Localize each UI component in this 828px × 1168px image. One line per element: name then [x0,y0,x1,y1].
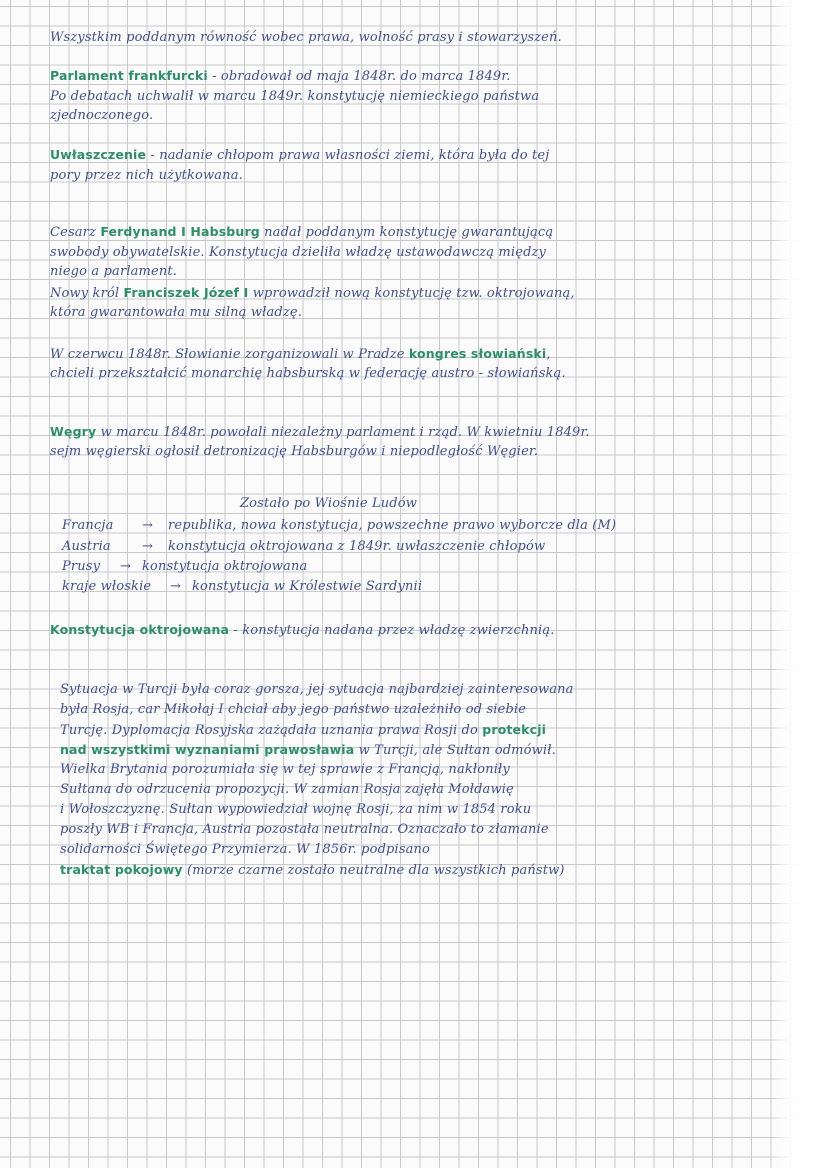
frankfurt-line-3: zjednoczonego. [50,108,154,123]
term-wegry: Węgry [50,424,97,439]
turcja-line-5: Wielka Brytania porozumiała się w tej sprawie z Francją, nakłoniły [60,762,510,777]
zostalo-heading: Zostało po Wiośnie Ludów [240,496,417,511]
turcja-line-7: i Wołoszczyznę. Sułtan wypowiedział wojnę Rosji, za nim w 1854 roku [60,802,532,817]
uwlaszczenie-line-2: pory przez nich użytkowana. [50,168,243,183]
turcja-text: w Turcji, ale Sułtan odmówił. [354,743,556,758]
turcja-text: (morze czarne zostało neutralne dla wszystkich państw) [182,863,565,878]
turcja-line-6: Sułtana do odrzucenia propozycji. W zamian Rosja zajęła Mołdawię [60,782,514,797]
czerwiec-prefix: W czerwcu 1848r. Słowianie zorganizowali w Pradze [50,347,409,362]
cesarz-prefix: Cesarz [50,225,101,240]
arrow-icon: → [120,559,132,574]
arrow-icon: → [142,518,154,533]
list-item-kraje-wloskie [62,577,422,596]
cesarz-line-1 [50,222,553,242]
uwlaszczenie-text: - nadanie chłopom prawa własności ziemi, która była do tej [146,148,550,163]
list-item-francja [62,516,616,535]
page-edge [770,0,828,1168]
list-text: republika, nowa konstytucja, powszechne prawo wyborcze dla (M) [168,518,617,533]
term-traktat-pokojowy: traktat pokojowy [60,862,183,877]
list-country: Prusy [62,559,101,574]
arrow-icon: → [170,579,182,594]
list-text: konstytucja oktrojowana [142,559,308,574]
krol-line-2: która gwarantowała mu silną władzę. [50,305,303,320]
wegry-line-2: sejm węgierski ogłosił detronizację Habsburgów i niepodległość Węgier. [50,444,539,459]
turcja-line-8: poszły WB i Francja, Austria pozostała neutralna. Oznaczało to złamanie [60,822,549,837]
term-franciszek-jozef: Franciszek Józef I [123,285,249,300]
term-ferdynand: Ferdynand I Habsburg [100,224,260,239]
turcja-text: Turcję. Dyplomacja Rosyjska zażądała uznania prawa Rosji do [60,723,483,738]
uwlaszczenie-line-1 [50,145,549,165]
krol-text: wprowadził nową konstytucję tzw. oktrojowaną, [248,286,575,301]
krol-prefix: Nowy król [50,286,124,301]
turcja-line-3 [60,720,546,740]
turcja-line-9: solidarności Świętego Przymierza. W 1856r. podpisano [60,842,431,857]
turcja-line-2: była Rosja, car Mikołaj I chciał aby jego państwo uzależniło od siebie [60,702,527,717]
list-item-prusy [62,557,307,576]
list-text: konstytucja w Królestwie Sardynii [192,579,423,594]
frankfurt-line-2: Po debatach uchwalił w marcu 1849r. konstytucję niemieckiego państwa [50,89,540,104]
list-text: konstytucja oktrojowana z 1849r. uwłaszczenie chłopów [168,539,546,554]
list-country: kraje włoskie [62,579,152,594]
list-item-austria [62,537,545,556]
intro-line: Wszystkim poddanym równość wobec prawa, wolność prasy i stowarzyszeń. [50,30,562,45]
oktrojowana-text: - konstytucja nadana przez władzę zwierzchnią. [229,623,555,638]
term-kongres-slowianski: kongres słowiański [408,346,547,361]
cesarz-text: nadał poddanym konstytucję gwarantującą [259,225,554,240]
czerwiec-line-2: chcieli przekształcić monarchię habsburską w federację austro - słowiańską. [50,366,566,381]
list-country: Francja [62,518,114,533]
arrow-icon: → [142,539,154,554]
turcja-line-1: Sytuacja w Turcji była coraz gorsza, jej sytuacja najbardziej zainteresowana [60,682,574,697]
term-protekcja: protekcji [482,722,547,737]
term-frankfurt-parliament: Parlament frankfurcki [50,68,208,83]
czerwiec-line-1 [50,344,551,364]
frankfurt-line-1 [50,66,511,86]
turcja-line-4 [60,740,556,760]
cesarz-line-3: niego a parlament. [50,264,178,279]
term-wyznania-prawoslawia: nad wszystkimi wyznaniami prawosławia [60,742,355,757]
wegry-line-1 [50,422,590,442]
wegry-text: w marcu 1848r. powołali niezależny parlament i rząd. W kwietniu 1849r. [96,425,590,440]
oktrojowana-line [50,620,555,640]
list-country: Austria [62,539,111,554]
frankfurt-text: - obradował od maja 1848r. do marca 1849r. [207,69,511,84]
term-konstytucja-oktrojowana: Konstytucja oktrojowana [50,622,230,637]
turcja-line-10 [60,860,565,880]
cesarz-line-2: swobody obywatelskie. Konstytucja dzieliła władzę ustawodawczą między [50,245,547,260]
term-uwlaszczenie: Uwłaszczenie [50,147,147,162]
krol-line-1 [50,283,575,303]
czerwiec-comma: , [546,347,551,362]
